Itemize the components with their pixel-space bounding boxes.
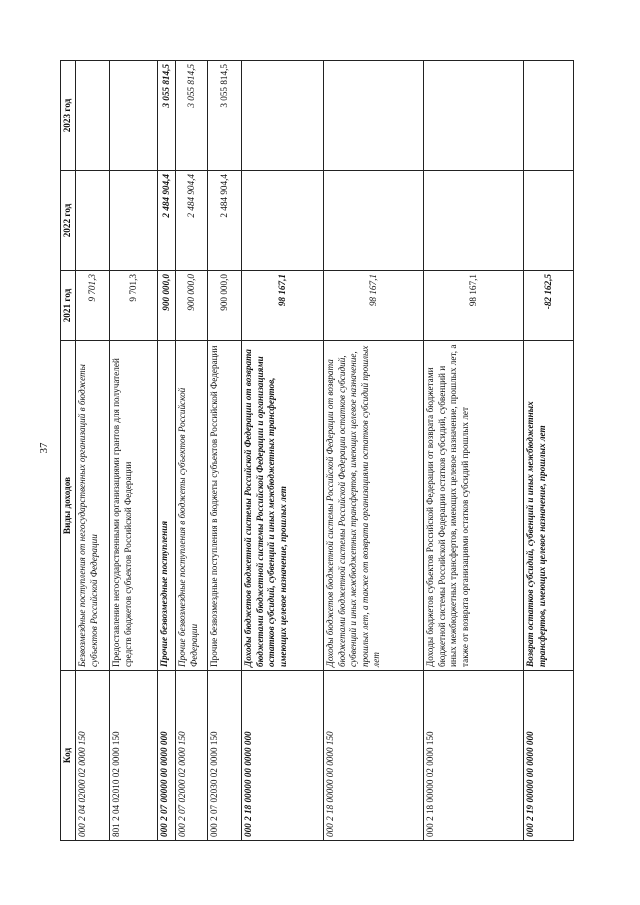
table-container	[60, 61, 558, 841]
table-row	[110, 61, 158, 841]
cell-2022	[424, 171, 524, 271]
cell-2021: 98 167,1	[424, 271, 524, 341]
cell-2022	[110, 171, 158, 271]
header-2023: 2023 год	[61, 61, 76, 171]
cell-2023	[424, 61, 524, 171]
cell-2022	[242, 171, 324, 271]
header-2021: 2021 год	[61, 271, 76, 341]
cell-name: Предоставление негосударственными организациями грантов для получателей средств бюджетов субъектов Российской Федерации	[110, 341, 158, 671]
table-row	[524, 61, 574, 841]
cell-2022: 2 484 904,4	[208, 171, 242, 271]
cell-code: 801 2 04 02010 02 0000 150	[110, 671, 158, 841]
cell-2022	[324, 171, 424, 271]
cell-name: Доходы бюджетов бюджетной системы Российской Федерации от возврата бюджетами бюджетной системы Российской Федерации остатков субсидий, субвенций и иных межбюджетных трансфертов, имеющих целевое назначение, прошлых лет, а также от возврата организациями остатков субсидий прошлых лет	[324, 341, 424, 671]
cell-name: Возврат остатков субсидий, субвенций и иных межбюджетных трансфертов, имеющих целевое назначение, прошлых лет	[524, 341, 574, 671]
cell-name: Безвозмездные поступления от негосударственных организаций в бюджеты субъектов Российской Федерации	[76, 341, 110, 671]
cell-2023: 3 055 814,5	[176, 61, 208, 171]
cell-2022	[524, 171, 574, 271]
cell-2021: -82 162,5	[524, 271, 574, 341]
cell-2022: 2 484 904,4	[176, 171, 208, 271]
cell-name: Прочие безвозмездные поступления	[158, 341, 176, 671]
table-row	[76, 61, 110, 841]
header-code: Код	[61, 671, 76, 841]
cell-2021: 900 000,0	[176, 271, 208, 341]
cell-code: 000 2 07 02000 02 0000 150	[176, 671, 208, 841]
table-header-row	[61, 61, 76, 841]
revenue-table	[60, 60, 574, 841]
cell-2023	[110, 61, 158, 171]
cell-2022: 2 484 904,4	[158, 171, 176, 271]
table-row	[324, 61, 424, 841]
table-row	[208, 61, 242, 841]
cell-2021: 9 701,3	[76, 271, 110, 341]
table-row	[158, 61, 176, 841]
cell-code: 000 2 18 00000 02 0000 150	[424, 671, 524, 841]
cell-code: 000 2 19 00000 00 0000 000	[524, 671, 574, 841]
cell-code: 000 2 04 02000 02 0000 150	[76, 671, 110, 841]
table-row	[242, 61, 324, 841]
cell-2021: 9 701,3	[110, 271, 158, 341]
cell-code: 000 2 07 02030 02 0000 150	[208, 671, 242, 841]
cell-2023	[524, 61, 574, 171]
cell-name: Прочие безвозмездные поступления в бюджеты субъектов Российской Федерации	[208, 341, 242, 671]
table-body	[76, 61, 574, 841]
cell-2021: 900 000,0	[158, 271, 176, 341]
cell-code: 000 2 07 00000 00 0000 000	[158, 671, 176, 841]
header-2022: 2022 год	[61, 171, 76, 271]
page-number: 37	[38, 442, 50, 454]
table-row	[424, 61, 524, 841]
cell-2023	[76, 61, 110, 171]
cell-name: Прочие безвозмездные поступления в бюджеты субъектов Российской Федерации	[176, 341, 208, 671]
header-name: Виды доходов	[61, 341, 76, 671]
cell-2021: 900 000,0	[208, 271, 242, 341]
cell-2023: 3 055 814,5	[208, 61, 242, 171]
cell-2021: 98 167,1	[324, 271, 424, 341]
table-row	[176, 61, 208, 841]
cell-2023: 3 055 814,5	[158, 61, 176, 171]
cell-name: Доходы бюджетов субъектов Российской Федерации от возврата бюджетами бюджетной системы Российской Федерации остатков субсидий, субвенций и иных межбюджетных трансфертов, имеющих целевое назначение, прошлых лет, а также от возврата организациями остатков субсидий прошлых лет	[424, 341, 524, 671]
cell-2023	[242, 61, 324, 171]
cell-2022	[76, 171, 110, 271]
cell-code: 000 2 18 00000 00 0000 150	[324, 671, 424, 841]
cell-name: Доходы бюджетов бюджетной системы Российской Федерации от возврата бюджетами бюджетной системы Российской Федерации и организациями остатков субсидий, субвенций и иных межбюджетных трансфертов, имеющих целевое назначение, прошлых лет	[242, 341, 324, 671]
cell-code: 000 2 18 00000 00 0000 000	[242, 671, 324, 841]
cell-2021: 98 167,1	[242, 271, 324, 341]
cell-2023	[324, 61, 424, 171]
